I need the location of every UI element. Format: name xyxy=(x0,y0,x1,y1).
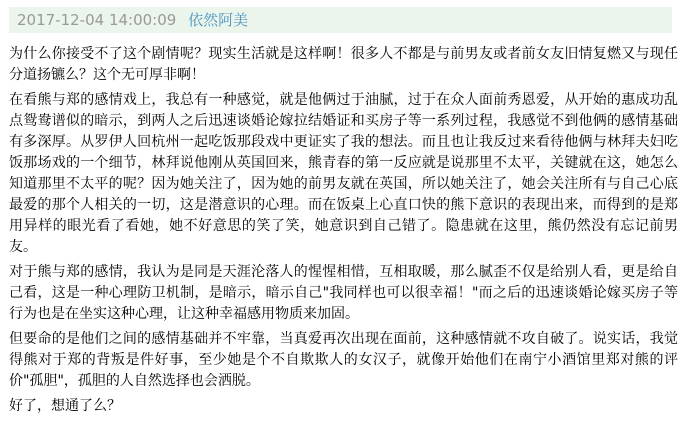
post-body xyxy=(9,44,678,417)
post-paragraph: 但要命的是他们之间的感情基础并不牢靠，当真爱再次出现在面前，这种感情就不攻自破了。说实话，我觉得熊对于郑的背叛是件好事，至少她是个不自欺欺人的女汉子，就像开始他们在南宁小酒馆里郑对熊的评价"孤胆"，孤胆的人自然选择也会洒脱。 xyxy=(9,331,678,389)
post-header-bar xyxy=(9,7,672,33)
post-paragraph: 好了，想通了么？ xyxy=(9,398,121,414)
post-timestamp: 2017-12-04 14:00:09 xyxy=(17,11,177,29)
post-author-link[interactable]: 依然阿美 xyxy=(188,11,249,29)
post-paragraph: 为什么你接受不了这个剧情呢？现实生活就是这样啊！很多人不都是与前男友或者前女友旧情复燃又与现任分道扬镳么？这个无可厚非啊！ xyxy=(9,46,678,83)
post-paragraph: 对于熊与郑的感情，我认为是同是天涯沦落人的惺惺相惜，互相取暖，那么腻歪不仅是给别人看，更是给自己看，这是一种心理防卫机制，是暗示，暗示自己"我同样也可以很幸福！"而之后的迅速谈婚论嫁买房子等行为也是在坐实这种心理，让这种幸福感用物质来加固。 xyxy=(9,264,678,322)
post-paragraph: 在看熊与郑的感情戏上，我总有一种感觉，就是他俩过于油腻，过于在众人面前秀恩爱，从开始的惠成功乱点鸳鸯谱似的暗示，到两人之后迅速谈婚论嫁拉结婚证和买房子等一系列过程，我感觉不到他俩的感情基础有多深厚。从罗伊人回杭州一起吃饭那段戏中更证实了我的想法。而且也让我反过来看待他俩与林拜夫妇吃饭那场戏的一个细节，林拜说他刚从英国回来，熊青春的第一反应就是说那里不太平，关键就在这，她怎么知道那里不太平的呢？因为她关注了，因为她的前男友就在英国，所以她关注了，她会关注所有与自己心底最爱的那个人相关的一切，这是潜意识的心理。而在饭桌上心直口快的熊下意识的表现出来，而得到的是郑用异样的眼光看了看她，她不好意思的笑了笑，她意识到自己错了。隐患就在这里，熊仍然没有忘记前男友。 xyxy=(9,92,678,255)
